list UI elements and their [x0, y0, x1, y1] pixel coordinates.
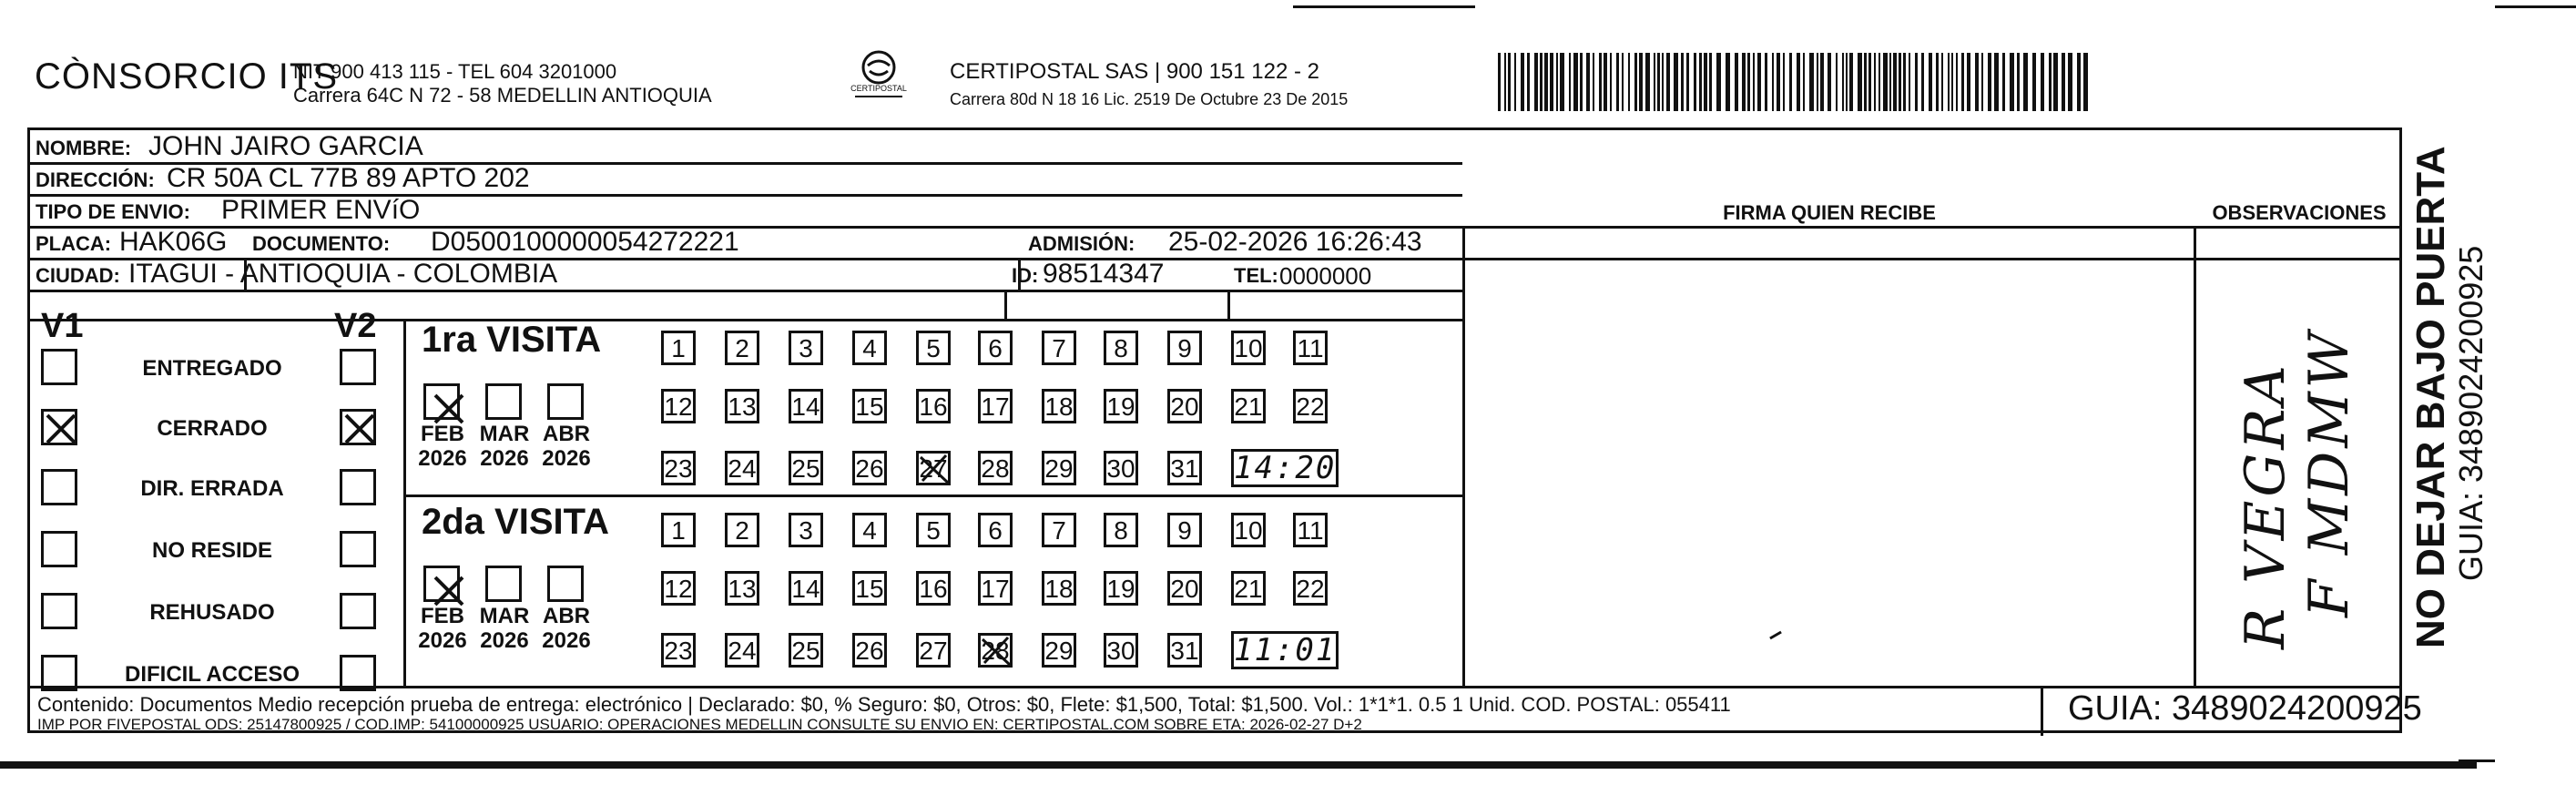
barcode-bar	[2077, 53, 2081, 111]
month-checkbox[interactable]	[485, 383, 522, 420]
day-box[interactable]: 12	[661, 571, 696, 606]
barcode-bar	[1915, 53, 1918, 111]
barcode-bar	[1540, 53, 1543, 111]
barcode-bar	[1593, 53, 1594, 111]
barcode-bar	[2049, 53, 2052, 111]
barcode-bar	[1929, 53, 1932, 111]
v1-checkbox[interactable]	[41, 349, 77, 385]
day-box[interactable]: 31	[1167, 633, 1202, 668]
barcode-bar	[1757, 53, 1761, 111]
month-checkbox[interactable]	[423, 383, 460, 420]
status-label: NO RESIDE	[151, 538, 273, 563]
barcode-bar	[1569, 53, 1571, 111]
status-label: DIFICIL ACCESO	[124, 662, 300, 687]
day-box[interactable]: 7	[1042, 331, 1076, 365]
day-box[interactable]: 17	[978, 389, 1013, 423]
v2-checkbox[interactable]	[340, 531, 376, 567]
barcode-bar	[1874, 53, 1876, 111]
month-label	[414, 422, 471, 471]
firma-header: FIRMA QUIEN RECIBE	[1723, 201, 1936, 224]
barcode-bar	[1879, 53, 1880, 111]
day-box[interactable]: 13	[725, 571, 759, 606]
day-box[interactable]: 15	[852, 571, 887, 606]
barcode-bar	[1899, 53, 1901, 111]
barcode-bar	[1504, 53, 1506, 111]
day-box[interactable]: 17	[978, 571, 1013, 606]
day-box[interactable]: 2	[725, 513, 759, 547]
day-box[interactable]: 2	[725, 331, 759, 365]
barcode-bar	[1747, 53, 1750, 111]
tipo-envio-label: TIPO DE ENVIO:	[36, 200, 190, 223]
barcode-bar	[1704, 53, 1707, 111]
day-box[interactable]: 24	[725, 633, 759, 668]
month-year: 2026	[542, 628, 591, 653]
day-box[interactable]: 16	[916, 389, 951, 423]
bottom-edge-tick	[2459, 760, 2495, 762]
month-checkbox[interactable]	[547, 566, 584, 602]
day-box[interactable]: 18	[1042, 389, 1076, 423]
day-box[interactable]: 3	[789, 513, 823, 547]
day-box[interactable]: 9	[1167, 331, 1202, 365]
ciudad-label: CIUDAD:	[36, 264, 120, 287]
v2-header: V2	[334, 307, 377, 345]
barcode-bar	[1994, 53, 1999, 111]
day-box[interactable]: 8	[1104, 331, 1138, 365]
day-box[interactable]: 26	[852, 633, 887, 668]
visit-title: 1ra VISITA	[422, 320, 602, 360]
barcode-bar	[1883, 53, 1888, 111]
barcode-bar	[1674, 53, 1678, 111]
barcode-bar	[1893, 53, 1897, 111]
barcode-bar	[1988, 53, 1991, 111]
barcode-bar	[1846, 53, 1848, 111]
month-year: 2026	[480, 628, 529, 653]
day-box[interactable]: 27	[916, 633, 951, 668]
month-year: 2026	[418, 628, 467, 653]
barcode-bar	[1772, 53, 1774, 111]
day-box[interactable]: 28	[978, 451, 1013, 485]
month-label	[476, 422, 533, 471]
direccion-value: CR 50A CL 77B 89 APTO 202	[167, 163, 530, 193]
barcode-bar	[1514, 53, 1516, 111]
barcode-bar	[1686, 53, 1689, 111]
barcode-bar	[1550, 53, 1553, 111]
day-box[interactable]: 6	[978, 513, 1013, 547]
day-box[interactable]: 11	[1293, 513, 1328, 547]
barcode-bar	[2002, 53, 2005, 111]
barcode-bar	[1654, 53, 1655, 111]
day-box[interactable]: 22	[1293, 389, 1328, 423]
barcode-bar	[2032, 53, 2036, 111]
day-box[interactable]: 12	[661, 389, 696, 423]
barcode-bar	[1556, 53, 1558, 111]
warning-no-dejar: NO DEJAR BAJO PUERTA	[2408, 146, 2453, 648]
certipostal-logo-icon	[851, 47, 906, 106]
day-box[interactable]: 13	[725, 389, 759, 423]
barcode-bar	[1694, 53, 1696, 111]
day-box[interactable]: 4	[852, 513, 887, 547]
day-box[interactable]: 8	[1104, 513, 1138, 547]
month-label	[476, 604, 533, 653]
nombre-label: NOMBRE:	[36, 137, 132, 159]
barcode-bar	[1936, 53, 1939, 111]
documento-value: D0500100000054272221	[431, 227, 739, 257]
day-box[interactable]: 4	[852, 331, 887, 365]
barcode-bar	[1858, 53, 1862, 111]
barcode-bar	[1803, 53, 1805, 111]
day-box[interactable]: 26	[852, 451, 887, 485]
barcode-bar	[1961, 53, 1964, 111]
barcode-bar	[1820, 53, 1824, 111]
observaciones-handwriting-2: F MDMW	[2297, 328, 2361, 617]
day-box[interactable]: 3	[789, 331, 823, 365]
v1-checkbox[interactable]	[41, 655, 77, 691]
observaciones-handwriting-1: R VEGRA	[2234, 362, 2297, 649]
barcode-bar	[1903, 53, 1906, 111]
company-name: CÒNSORCIO ITS	[35, 56, 339, 97]
barcode-bar	[1599, 53, 1602, 111]
barcode-bar	[1753, 53, 1755, 111]
status-label: REHUSADO	[149, 600, 275, 625]
placa-value: HAK06G	[119, 227, 228, 257]
month-label	[538, 604, 595, 653]
day-box[interactable]: 5	[916, 513, 951, 547]
day-box[interactable]: 21	[1231, 389, 1266, 423]
tipo-envio-value: PRIMER ENVíO	[221, 195, 421, 225]
day-box[interactable]: 10	[1231, 331, 1266, 365]
day-box[interactable]: 19	[1104, 389, 1138, 423]
barcode-bar	[1828, 53, 1831, 111]
barcode-bar	[1657, 53, 1660, 111]
ciudad-value: ITAGUI - ANTIOQUIA - COLOMBIA	[128, 259, 558, 289]
barcode-bar	[1797, 53, 1800, 111]
barcode-bar	[1709, 53, 1712, 111]
barcode-bar	[1783, 53, 1785, 111]
id-label: ID:	[1012, 264, 1039, 287]
barcode-bar	[1742, 53, 1746, 111]
month-year: 2026	[542, 446, 591, 471]
v2-checkbox[interactable]	[340, 655, 376, 691]
day-box[interactable]: 14	[789, 571, 823, 606]
barcode-bar	[1817, 53, 1818, 111]
day-box[interactable]: 1	[661, 331, 696, 365]
barcode-bar	[1909, 53, 1910, 111]
month-name: ABR	[543, 604, 590, 628]
barcode-bar	[1560, 53, 1564, 111]
id-value: 98514347	[1043, 259, 1165, 289]
status-label: DIR. ERRADA	[140, 476, 284, 501]
company-nit: NIT 900 413 115 - TEL 604 3201000	[293, 60, 617, 83]
barcode-bar	[1809, 53, 1814, 111]
company-address: Carrera 64C N 72 - 58 MEDELLIN ANTIOQUIA	[293, 84, 712, 107]
month-checkbox[interactable]	[547, 383, 584, 420]
day-box[interactable]: 5	[916, 331, 951, 365]
admision-label: ADMISIÓN:	[1028, 232, 1135, 255]
status-label: ENTREGADO	[142, 356, 282, 381]
barcode-bar	[1534, 53, 1538, 111]
day-box[interactable]: 25	[789, 451, 823, 485]
barcode-bar	[1580, 53, 1583, 111]
barcode-bar	[2068, 53, 2072, 111]
direccion-label: DIRECCIÓN:	[36, 168, 155, 191]
barcode-bar	[1948, 53, 1950, 111]
day-box[interactable]: 27	[916, 451, 951, 485]
barcode-bar	[1498, 53, 1501, 111]
month-name: FEB	[421, 422, 464, 446]
barcode-bar	[1527, 53, 1530, 111]
placa-label: PLACA:	[36, 232, 112, 255]
day-box[interactable]: 7	[1042, 513, 1076, 547]
barcode-bar	[1765, 53, 1767, 111]
carrier-address: Carrera 80d N 18 16 Lic. 2519 De Octubre 23 De 2015	[950, 90, 1349, 108]
day-box[interactable]: 25	[789, 633, 823, 668]
v1-header: V1	[41, 307, 84, 345]
barcode-bar	[1616, 53, 1619, 111]
barcode-bar	[2023, 53, 2028, 111]
footer-content: Contenido: Documentos Medio recepción prueba de entrega: electrónico | Declarado: $0, % Seguro: $0, Otros: $0, Flete: $1,500, Total: $1,500. Vol.: 1*1*1. 0.5 1 Unid. COD. POSTAL: 055411	[37, 693, 1731, 716]
barcode	[1498, 53, 2090, 111]
barcode-bar	[1634, 53, 1637, 111]
day-box[interactable]: 31	[1167, 451, 1202, 485]
day-box[interactable]: 30	[1104, 451, 1138, 485]
barcode-bar	[2062, 53, 2065, 111]
v1-checkbox[interactable]	[41, 409, 77, 445]
month-name: MAR	[479, 422, 530, 446]
tel-value: 0000000	[1279, 262, 1372, 290]
barcode-bar	[1951, 53, 1953, 111]
day-box[interactable]: 20	[1167, 571, 1202, 606]
v2-checkbox[interactable]	[340, 409, 376, 445]
bottom-edge	[0, 761, 2477, 769]
barcode-bar	[2041, 53, 2044, 111]
footer-print-info: IMP POR FIVEPOSTAL ODS: 25147800925 / COD.IMP: 54100000925 USUARIO: OPERACIONES MEDELLIN CONSULTE SU ENVIO EN: CERTIPOSTAL.COM SOBRE ETA: 2026-02-27 D+2	[37, 716, 1362, 733]
barcode-bar	[1586, 53, 1590, 111]
barcode-bar	[1842, 53, 1844, 111]
barcode-bar	[1544, 53, 1548, 111]
barcode-bar	[1967, 53, 1970, 111]
barcode-bar	[2053, 53, 2058, 111]
nombre-value: JOHN JAIRO GARCIA	[148, 131, 423, 161]
month-year: 2026	[418, 446, 467, 471]
barcode-bar	[1662, 53, 1664, 111]
barcode-bar	[2010, 53, 2014, 111]
barcode-bar	[1639, 53, 1643, 111]
status-label: CERRADO	[157, 416, 268, 441]
barcode-bar	[1666, 53, 1670, 111]
day-box[interactable]: 23	[661, 451, 696, 485]
day-box[interactable]: 30	[1104, 633, 1138, 668]
day-box[interactable]: 16	[916, 571, 951, 606]
barcode-bar	[1716, 53, 1721, 111]
month-label	[538, 422, 595, 471]
barcode-bar	[1735, 53, 1738, 111]
v2-checkbox[interactable]	[340, 349, 376, 385]
day-box[interactable]: 15	[852, 389, 887, 423]
month-checkbox[interactable]	[485, 566, 522, 602]
guia-number: GUIA: 3489024200925	[2068, 689, 2422, 728]
barcode-bar	[1836, 53, 1838, 111]
day-box[interactable]: 9	[1167, 513, 1202, 547]
barcode-bar	[1508, 53, 1511, 111]
month-name: FEB	[421, 604, 464, 628]
barcode-bar	[1573, 53, 1578, 111]
barcode-bar	[2017, 53, 2020, 111]
visit-title: 2da VISITA	[422, 502, 609, 542]
top-rule	[1293, 5, 1475, 8]
day-box[interactable]: 10	[1231, 513, 1266, 547]
barcode-bar	[2083, 53, 2088, 111]
top-rule-right	[2495, 5, 2576, 8]
day-box[interactable]: 28	[978, 633, 1013, 668]
observaciones-header: OBSERVACIONES	[2212, 201, 2387, 224]
barcode-bar	[1941, 53, 1943, 111]
v2-checkbox[interactable]	[340, 469, 376, 505]
day-box[interactable]: 20	[1167, 389, 1202, 423]
month-year: 2026	[480, 446, 529, 471]
admision-value: 25-02-2026 16:26:43	[1168, 227, 1422, 257]
day-box[interactable]: 23	[661, 633, 696, 668]
day-box[interactable]: 14	[789, 389, 823, 423]
month-label	[414, 604, 471, 653]
month-checkbox[interactable]	[423, 566, 460, 602]
visit-time: 14:20	[1231, 449, 1339, 487]
barcode-bar	[1921, 53, 1924, 111]
v2-checkbox[interactable]	[340, 593, 376, 629]
barcode-bar	[1622, 53, 1624, 111]
day-box[interactable]: 18	[1042, 571, 1076, 606]
v1-checkbox[interactable]	[41, 593, 77, 629]
day-box[interactable]: 11	[1293, 331, 1328, 365]
day-box[interactable]: 19	[1104, 571, 1138, 606]
day-box[interactable]: 21	[1231, 571, 1266, 606]
barcode-bar	[1975, 53, 1979, 111]
barcode-bar	[1628, 53, 1630, 111]
barcode-bar	[1864, 53, 1867, 111]
day-box[interactable]: 22	[1293, 571, 1328, 606]
month-name: MAR	[479, 604, 530, 628]
day-box[interactable]: 29	[1042, 633, 1076, 668]
day-box[interactable]: 6	[978, 331, 1013, 365]
barcode-bar	[1681, 53, 1684, 111]
barcode-bar	[1604, 53, 1607, 111]
documento-label: DOCUMENTO:	[252, 232, 391, 255]
month-name: ABR	[543, 422, 590, 446]
day-box[interactable]: 24	[725, 451, 759, 485]
barcode-bar	[1726, 53, 1730, 111]
barcode-bar	[1868, 53, 1871, 111]
day-box[interactable]: 1	[661, 513, 696, 547]
v1-checkbox[interactable]	[41, 531, 77, 567]
barcode-bar	[1849, 53, 1853, 111]
delivery-form	[27, 127, 2422, 733]
v1-checkbox[interactable]	[41, 469, 77, 505]
barcode-bar	[1521, 53, 1524, 111]
barcode-bar	[1956, 53, 1958, 111]
side-guia: GUIA: 3489024200925	[2452, 245, 2489, 581]
barcode-bar	[1789, 53, 1792, 111]
barcode-bar	[1777, 53, 1780, 111]
barcode-bar	[1610, 53, 1612, 111]
barcode-bar	[1645, 53, 1650, 111]
signature-mark	[1769, 631, 1782, 640]
visit-time: 11:01	[1231, 631, 1339, 669]
day-box[interactable]: 29	[1042, 451, 1076, 485]
barcode-bar	[1889, 53, 1891, 111]
logo-caption: CERTIPOSTAL	[850, 84, 907, 93]
barcode-bar	[1699, 53, 1702, 111]
tel-label: TEL:	[1234, 264, 1278, 287]
carrier-name: CERTIPOSTAL SAS | 900 151 122 - 2	[950, 59, 1319, 84]
barcode-bar	[1981, 53, 1983, 111]
